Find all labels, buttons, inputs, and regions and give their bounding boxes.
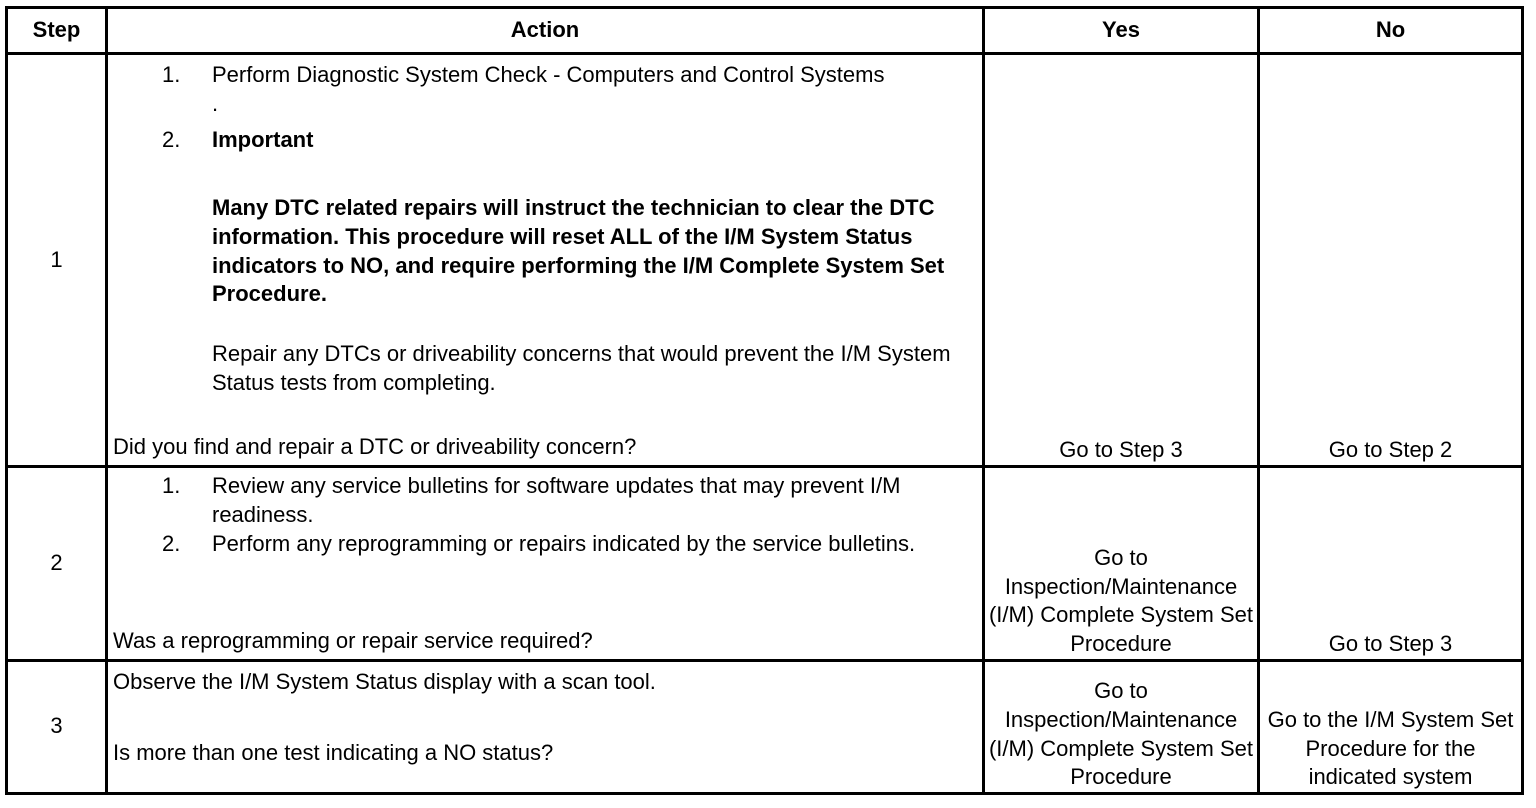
list-item: [113, 126, 978, 397]
action-steps: [113, 55, 978, 397]
item-text: Perform any reprogramming or repairs indicated by the service bulletins.: [212, 530, 916, 556]
item-text: Perform Diagnostic System Check - Computers and Control Systems: [212, 62, 885, 87]
list-item: [113, 61, 978, 118]
header-yes: Yes: [984, 8, 1259, 54]
yes-cell: [984, 467, 1259, 661]
yes-text: Go to Inspection/Maintenance (I/M) Complete System Set Procedure: [988, 678, 1254, 790]
instruction-text: Observe the I/M System Status display with a scan tool.: [113, 668, 656, 694]
list-item: [113, 530, 958, 559]
item-number: 2.: [162, 127, 181, 153]
step-number: 2: [7, 467, 107, 661]
header-no: No: [1259, 8, 1523, 54]
diagnostic-table: [5, 6, 1524, 795]
step-number: 1: [7, 54, 107, 467]
item-number: 1.: [162, 473, 181, 499]
yes-text: Go to Inspection/Maintenance (I/M) Complete System Set Procedure: [988, 544, 1254, 656]
yes-cell: [984, 660, 1259, 793]
list-item: [113, 472, 958, 529]
header-step: Step: [7, 8, 107, 54]
question-text: Is more than one test indicating a NO status?: [113, 739, 554, 765]
header-row: [7, 8, 1523, 54]
item-text: Review any service bulletins for software updates that may prevent I/M readiness.: [212, 473, 901, 527]
table-row: [7, 660, 1523, 793]
item-number: 1.: [162, 62, 181, 87]
no-text: Go to the I/M System Set Procedure for the indicated system: [1267, 706, 1514, 790]
header-action: Action: [107, 8, 984, 54]
question-text: Did you find and repair a DTC or driveability concern?: [113, 434, 637, 460]
step-number: 3: [7, 660, 107, 793]
action-steps: [113, 468, 978, 558]
question-text: Was a reprogramming or repair service required?: [113, 628, 593, 654]
yes-cell: Go to Step 3: [984, 54, 1259, 467]
table-row: [7, 54, 1523, 467]
no-cell: [1259, 660, 1523, 793]
action-cell: [107, 660, 984, 793]
item-number: 2.: [162, 530, 181, 556]
important-heading: Important: [212, 127, 314, 153]
no-cell: Go to Step 3: [1259, 467, 1523, 661]
item-body: Repair any DTCs or driveability concerns that would prevent the I/M System Status tests from completing.: [212, 340, 951, 395]
action-cell: [107, 467, 984, 661]
table-row: [7, 467, 1523, 661]
action-cell: [107, 54, 984, 467]
important-note: Many DTC related repairs will instruct the technician to clear the DTC information. This procedure will reset ALL of the I/M System Status indicators to NO, and require performing the I/M Complete System Set Procedure.: [212, 195, 945, 307]
item-trail: .: [212, 90, 219, 116]
no-cell: Go to Step 2: [1259, 54, 1523, 467]
